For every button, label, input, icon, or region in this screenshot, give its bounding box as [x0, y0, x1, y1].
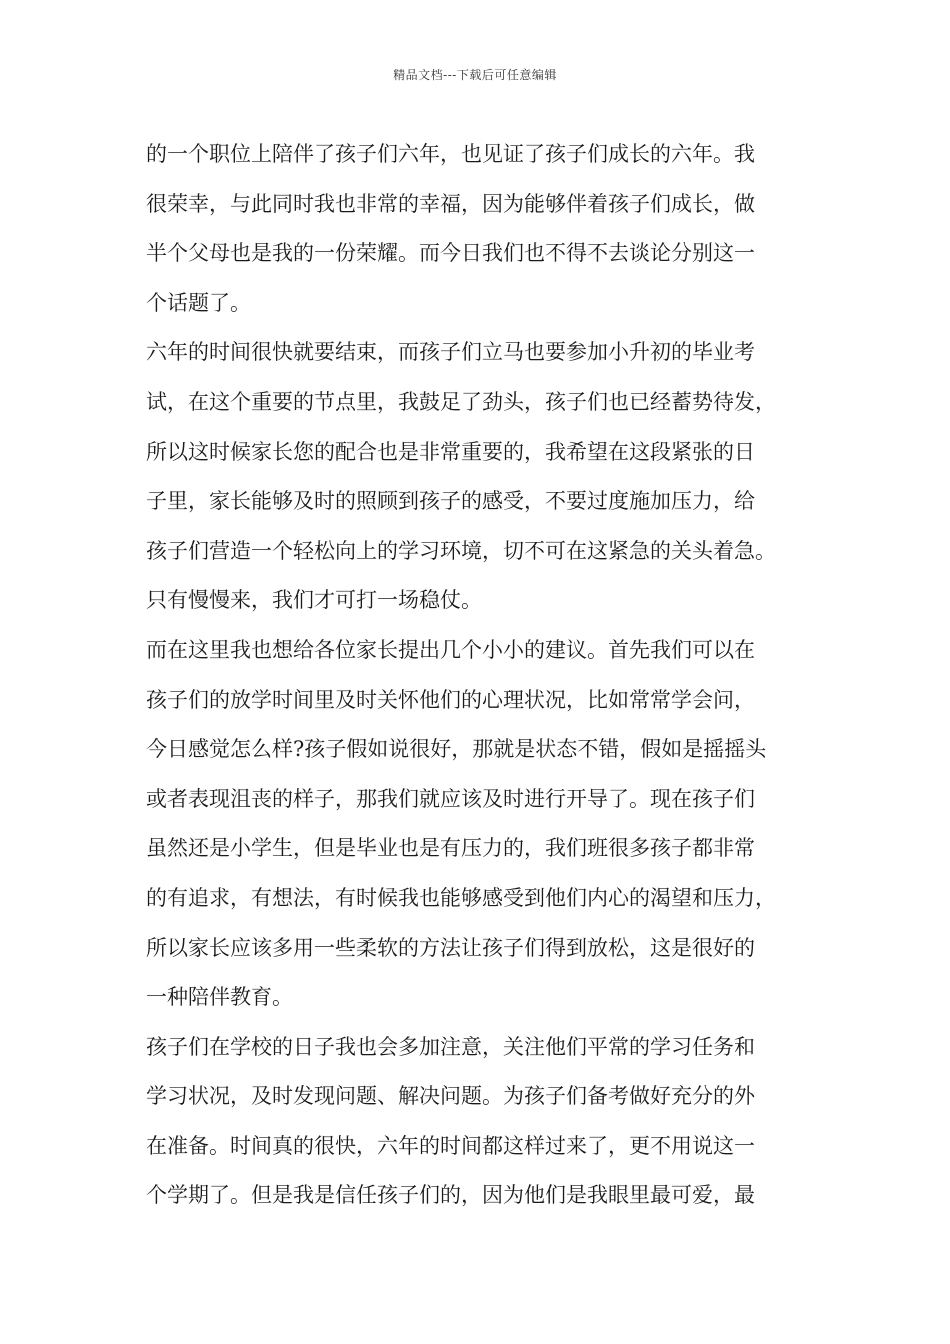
text-line: 半个父母也是我的一份荣耀。而今日我们也不得不去谈论分别这一 — [146, 241, 755, 266]
text-line: 或者表现沮丧的样子，那我们就应该及时进行开导了。现在孩子们 — [146, 786, 755, 811]
text-line: 孩子们在学校的日子我也会多加注意，关注他们平常的学习任务和 — [146, 1034, 755, 1059]
text-line: 虽然还是小学生，但是毕业也是有压力的，我们班很多孩子都非常 — [146, 836, 755, 861]
document-body — [146, 130, 810, 1221]
text-line: 一种陪伴教育。 — [146, 985, 293, 1010]
text-line: 所以这时候家长您的配合也是非常重要的，我希望在这段紧张的日 — [146, 439, 755, 464]
text-line: 所以家长应该多用一些柔软的方法让孩子们得到放松，这是很好的 — [146, 935, 755, 960]
text-line: 学习状况，及时发现问题、解决问题。为孩子们备考做好充分的外 — [146, 1084, 755, 1109]
text-line: 个学期了。但是我是信任孩子们的，因为他们是我眼里最可爱，最 — [146, 1183, 755, 1208]
page-header: 精品文档---下载后可任意编辑 — [393, 68, 557, 82]
text-line: 的有追求，有想法，有时候我也能够感受到他们内心的渴望和压力， — [146, 885, 776, 910]
text-line: 在准备。时间真的很快，六年的时间都这样过来了，更不用说这一 — [146, 1133, 755, 1158]
text-line: 只有慢慢来，我们才可打一场稳仗。 — [146, 588, 482, 613]
text-line: 的一个职位上陪伴了孩子们六年，也见证了孩子们成长的六年。我 — [146, 142, 755, 166]
text-line: 很荣幸，与此同时我也非常的幸福，因为能够伴着孩子们成长，做 — [146, 191, 755, 216]
text-line: 孩子们的放学时间里及时关怀他们的心理状况，比如常常学会问， — [146, 687, 755, 712]
text-line: 今日感觉怎么样?孩子假如说很好，那就是状态不错，假如是摇摇头 — [146, 737, 767, 762]
text-line: 试，在这个重要的节点里，我鼓足了劲头，孩子们也已经蓄势待发， — [146, 389, 776, 414]
text-line: 孩子们营造一个轻松向上的学习环境，切不可在这紧急的关头着急。 — [146, 538, 776, 563]
text-line: 而在这里我也想给各位家长提出几个小小的建议。首先我们可以在 — [146, 637, 755, 662]
text-line: 个话题了。 — [146, 290, 251, 315]
text-line: 六年的时间很快就要结束，而孩子们立马也要参加小升初的毕业考 — [146, 340, 755, 365]
text-line: 子里，家长能够及时的照顾到孩子的感受，不要过度施加压力，给 — [146, 489, 755, 514]
